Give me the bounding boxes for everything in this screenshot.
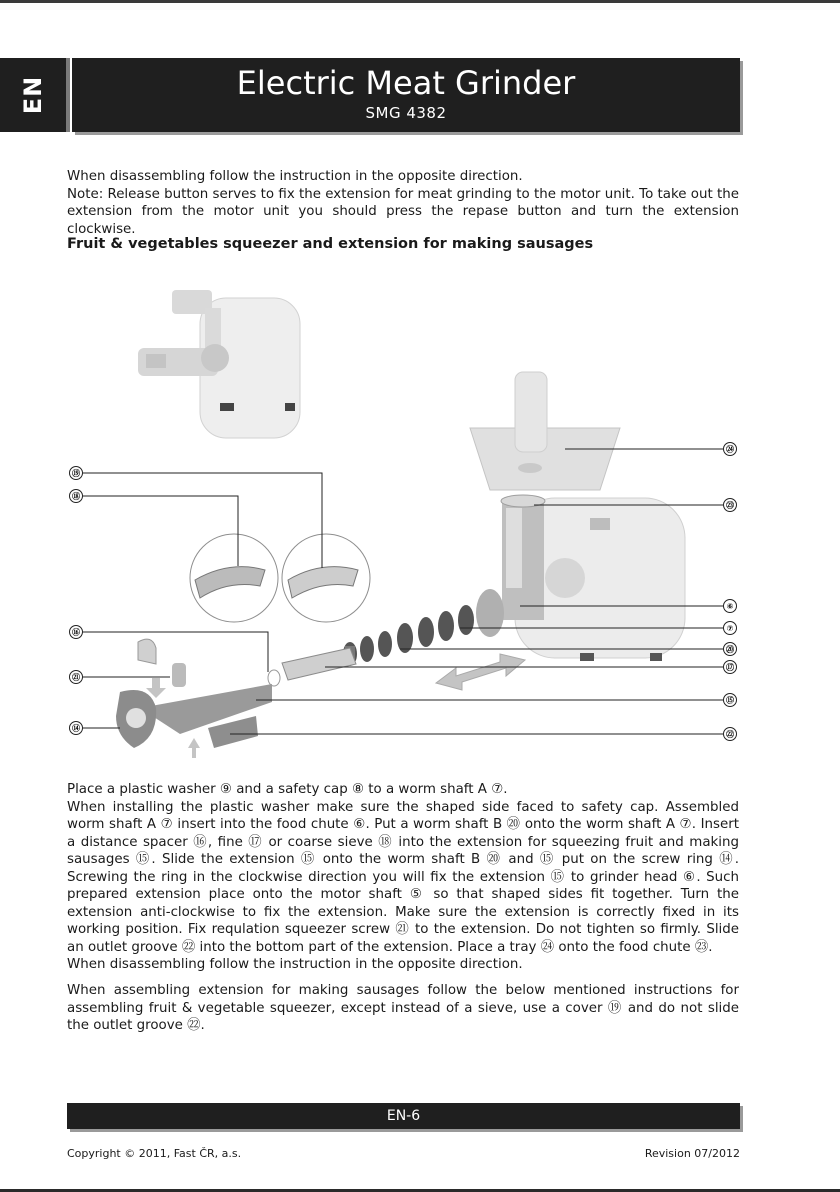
intro-text bbox=[67, 168, 739, 238]
callout-marker bbox=[70, 722, 83, 735]
title-banner bbox=[72, 58, 740, 132]
callout-label: ㉔ bbox=[726, 445, 734, 454]
callout-marker bbox=[724, 499, 737, 512]
callout-label: ⑲ bbox=[72, 469, 80, 478]
callout-marker bbox=[70, 626, 83, 639]
callout-marker bbox=[724, 728, 737, 741]
language-code: EN bbox=[19, 75, 47, 115]
revision-text: Revision 07/2012 bbox=[644, 1147, 740, 1160]
model-number: SMG 4382 bbox=[365, 104, 447, 122]
top-edge-line bbox=[0, 0, 840, 3]
callout-marker bbox=[724, 643, 737, 656]
instruction-paragraph: When disassembling follow the instruction in the opposite direction. bbox=[67, 957, 523, 972]
callout-label: ⑱ bbox=[72, 492, 80, 501]
callout-label: ⑭ bbox=[72, 724, 80, 733]
callout-marker bbox=[70, 490, 83, 503]
instruction-paragraph: Place a plastic washer ⑨ and a safety cap ⑧ to a worm shaft A ⑦. bbox=[67, 782, 508, 797]
worm-shaft-illustration bbox=[343, 605, 474, 666]
tab-divider bbox=[66, 58, 70, 132]
callout-marker bbox=[724, 443, 737, 456]
callout-label: ⑮ bbox=[726, 696, 734, 705]
copyright-text: Copyright © 2011, Fast ČR, a.s. bbox=[67, 1147, 242, 1160]
sausage-instructions bbox=[67, 982, 739, 1035]
callout-marker bbox=[70, 467, 83, 480]
instruction-paragraph: When installing the plastic washer make sure the shaped side faced to safety cap. Assembled worm shaft A ⑦ insert into the food chute ⑥. Put a worm shaft B ⑳ onto the worm shaft A ⑦. Insert a distance spacer ⑯, fine ⑰ or coarse sieve ⑱ into the extension for squeezing fruit and making sausages ⑮. Slide the extension ⑮ onto the worm shaft B ⑳ and ⑮ put on the screw ring ⑭. Screwing the ring in the clockwise direction you will fix the extension ⑮ to grinder head ⑥. Such prepared extension place onto the motor shaft ⑤ so that shaped sides fit together. Turn the extension anti-clockwise to fix the extension. Make sure the extension is correctly fixed in its working position. Fix requlation squeezer screw ㉑ to the extension. Do not tighten so firmly. Slide an outlet groove ㉒ into the bottom part of the extension. Place a tray ㉔ onto the food chute ㉓. bbox=[67, 799, 739, 955]
assembly-diagram bbox=[60, 268, 750, 758]
callout-label: ⑰ bbox=[726, 663, 734, 672]
food-chute-illustration bbox=[476, 495, 545, 637]
page-number-bar bbox=[67, 1103, 740, 1129]
callout-label: ⑥ bbox=[726, 602, 734, 611]
callout-label: ⑦ bbox=[726, 624, 734, 633]
callout-label: ⑳ bbox=[726, 645, 734, 654]
callout-marker bbox=[724, 661, 737, 674]
page-title: Electric Meat Grinder bbox=[236, 64, 576, 102]
callout-label: ⑯ bbox=[72, 628, 80, 637]
page-number: EN-6 bbox=[386, 1108, 421, 1124]
callout-marker bbox=[70, 671, 83, 684]
callout-label: ㉓ bbox=[726, 501, 734, 510]
callout-label: ㉒ bbox=[726, 730, 734, 739]
tray-illustration bbox=[470, 372, 620, 490]
extension-parts-illustration bbox=[116, 639, 272, 758]
instruction-paragraph: When assembling extension for making sausages follow the below mentioned instructions for assembling fruit & vegetable squeezer, except instead of a sieve, use a cover ⑲ and do not slide the outlet groove ㉒. bbox=[67, 983, 739, 1033]
section-heading: Fruit & vegetables squeezer and extension for making sausages bbox=[67, 236, 594, 252]
callout-label: ㉑ bbox=[72, 673, 80, 682]
assembly-instructions bbox=[67, 781, 739, 974]
language-tab bbox=[0, 58, 66, 132]
callout-marker bbox=[724, 694, 737, 707]
callout-marker bbox=[724, 600, 737, 613]
callout-marker bbox=[724, 622, 737, 635]
intro-note: Note: Release button serves to fix the extension for meat grinding to the motor unit. To take out the extension from the motor unit you should press the repase button and turn the extension clockwise. bbox=[67, 186, 739, 237]
assembled-squeezer-illustration bbox=[138, 290, 300, 438]
intro-line: When disassembling follow the instruction in the opposite direction. bbox=[67, 169, 523, 184]
sieve-detail-circles bbox=[190, 534, 370, 622]
double-arrow-illustration bbox=[436, 654, 525, 690]
